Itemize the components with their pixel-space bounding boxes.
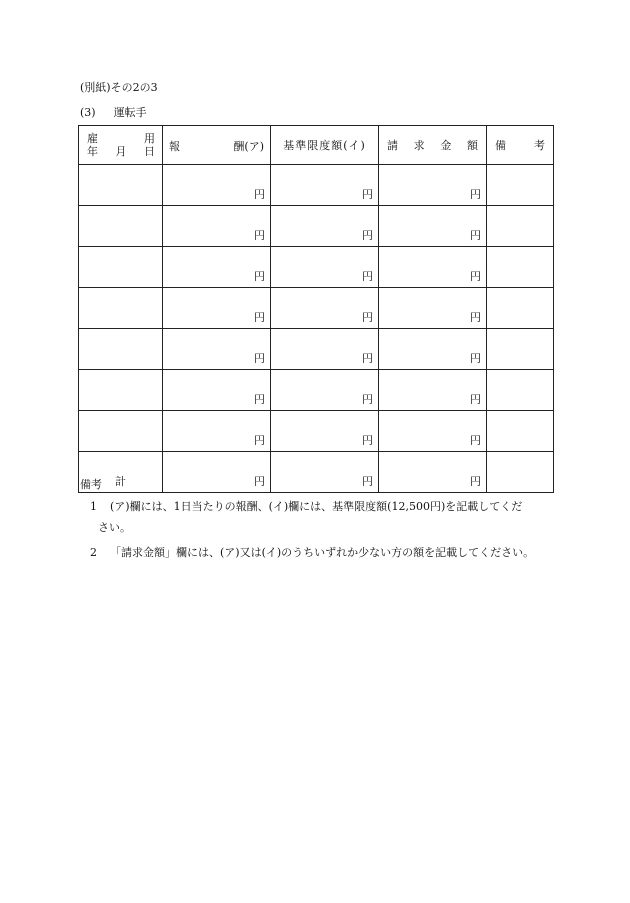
header-fee xyxy=(163,126,271,165)
header-claim-char-2: 求 xyxy=(413,139,425,152)
header-remarks-char-1: 備 xyxy=(495,139,506,152)
note-2-number: 2 xyxy=(90,546,97,559)
fee-yen-cell[interactable]: 円 xyxy=(163,370,271,411)
header-fee-rest: 酬(ア) xyxy=(233,140,264,153)
header-remarks-char-2: 考 xyxy=(534,139,545,152)
header-limit: 基準限度額(イ) xyxy=(271,126,379,165)
limit-yen-cell[interactable]: 円 xyxy=(271,206,379,247)
header-claim-char-1: 請 xyxy=(387,139,398,152)
claim-yen-cell[interactable]: 円 xyxy=(379,411,487,452)
header-date-char-2: 用 xyxy=(144,132,155,145)
claim-yen-cell[interactable]: 円 xyxy=(379,206,487,247)
limit-yen-cell[interactable]: 円 xyxy=(271,329,379,370)
limit-yen-cell[interactable]: 円 xyxy=(271,370,379,411)
total-remarks-cell[interactable] xyxy=(487,452,554,493)
header-date-char-1: 雇 xyxy=(87,132,98,145)
note-1-number: 1 xyxy=(90,500,97,513)
remarks-cell[interactable] xyxy=(487,329,554,370)
header-remarks xyxy=(487,126,554,165)
form-title: (別紙)その2の3 xyxy=(80,81,158,94)
header-claim-char-3: 金 xyxy=(440,139,452,152)
claim-table xyxy=(78,125,554,493)
header-fee-char: 報 xyxy=(169,140,180,153)
fee-yen-cell[interactable]: 円 xyxy=(163,411,271,452)
date-cell[interactable] xyxy=(79,370,163,411)
remarks-cell[interactable] xyxy=(487,288,554,329)
section-title xyxy=(80,104,147,120)
date-cell[interactable] xyxy=(79,329,163,370)
limit-yen-cell[interactable]: 円 xyxy=(271,411,379,452)
claim-yen-cell[interactable]: 円 xyxy=(379,247,487,288)
total-claim-yen[interactable]: 円 xyxy=(379,452,487,493)
table-total-row xyxy=(79,452,554,493)
limit-yen-cell[interactable]: 円 xyxy=(271,288,379,329)
table-row xyxy=(79,206,554,247)
date-cell[interactable] xyxy=(79,247,163,288)
fee-yen-cell[interactable]: 円 xyxy=(163,247,271,288)
note-2-line1: 「請求金額」欄には、(ア)又は(イ)のうちいずれか少ない方の額を記載してください。 xyxy=(110,546,535,559)
total-fee-yen[interactable]: 円 xyxy=(163,452,271,493)
claim-yen-cell[interactable]: 円 xyxy=(379,165,487,206)
limit-yen-cell[interactable]: 円 xyxy=(271,165,379,206)
fee-yen-cell[interactable]: 円 xyxy=(163,206,271,247)
remarks-cell[interactable] xyxy=(487,247,554,288)
remarks-cell[interactable] xyxy=(487,206,554,247)
note-1-line1: (ア)欄には、1日当たりの報酬、(イ)欄には、基準限度額(12,500円)を記載してくだ xyxy=(110,500,523,513)
note-item-1 xyxy=(90,496,560,538)
remarks-cell[interactable] xyxy=(487,370,554,411)
claim-yen-cell[interactable]: 円 xyxy=(379,370,487,411)
header-month: 月 xyxy=(115,145,127,158)
header-day: 日 xyxy=(144,145,155,158)
table-header-row xyxy=(79,126,554,165)
table-row xyxy=(79,165,554,206)
section-number: (3) xyxy=(80,106,96,119)
date-cell[interactable] xyxy=(79,206,163,247)
table-row xyxy=(79,247,554,288)
date-cell[interactable] xyxy=(79,288,163,329)
table-row xyxy=(79,411,554,452)
total-limit-yen[interactable]: 円 xyxy=(271,452,379,493)
header-employment-date xyxy=(79,126,163,165)
remarks-cell[interactable] xyxy=(487,411,554,452)
header-claim-char-4: 額 xyxy=(466,139,478,152)
table-row xyxy=(79,288,554,329)
date-cell[interactable] xyxy=(79,165,163,206)
fee-yen-cell[interactable]: 円 xyxy=(163,329,271,370)
header-year: 年 xyxy=(87,145,98,158)
table-body xyxy=(79,165,554,452)
remarks-cell[interactable] xyxy=(487,165,554,206)
note-item-2 xyxy=(90,542,560,563)
date-cell[interactable] xyxy=(79,411,163,452)
claim-yen-cell[interactable]: 円 xyxy=(379,288,487,329)
section-name: 運転手 xyxy=(113,106,147,119)
fee-yen-cell[interactable]: 円 xyxy=(163,288,271,329)
note-1-line2: さい。 xyxy=(98,521,131,534)
header-claim-amount xyxy=(379,126,487,165)
fee-yen-cell[interactable]: 円 xyxy=(163,165,271,206)
remarks-title: 備考 xyxy=(80,478,102,491)
total-label: 計 xyxy=(79,452,163,493)
table-row xyxy=(79,370,554,411)
limit-yen-cell[interactable]: 円 xyxy=(271,247,379,288)
claim-yen-cell[interactable]: 円 xyxy=(379,329,487,370)
table-row xyxy=(79,329,554,370)
header-date-ymd xyxy=(87,143,155,159)
